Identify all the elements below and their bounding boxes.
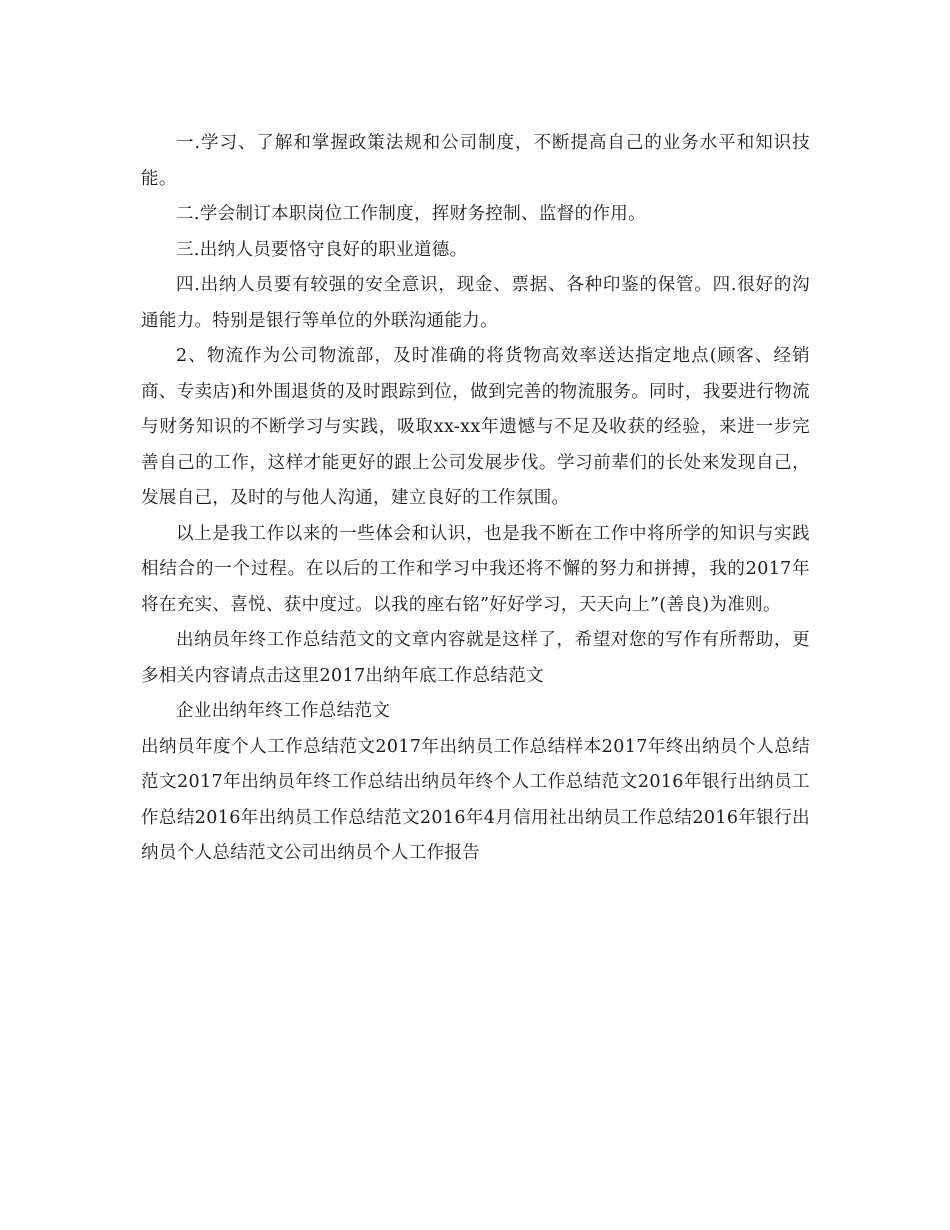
paragraph-related-title: 企业出纳年终工作总结范文 xyxy=(176,701,391,721)
paragraph-safety-awareness: 四.出纳人员要有较强的安全意识，现金、票据、各种印鉴的保管。四.很好的沟通能力。特别是银行等单位的外联沟通能力。 xyxy=(141,275,810,331)
paragraph-professional-ethics: 三.出纳人员要恪守良好的职业道德。 xyxy=(176,239,468,260)
paragraph-closing-note: 出纳员年终工作总结范文的文章内容就是这样了，希望对您的写作有所帮助，更多相关内容请点击这里2017出纳年底工作总结范文 xyxy=(141,630,810,686)
paragraph-related-links: 出纳员年度个人工作总结范文2017年出纳员工作总结样本2017年终出纳员个人总结范文2017年出纳员年终工作总结出纳员年终个人工作总结范文2016年银行出纳员工作总结2016年出纳员工作总结范文2016年4月信用社出纳员工作总结2016年银行出纳员个人总结范文公司出纳员个人工作报告 xyxy=(141,736,810,863)
paragraph-summary: 以上是我工作以来的一些体会和认识，也是我不断在工作中将所学的知识与实践相结合的一个过程。在以后的工作和学习中我还将不懈的努力和拼搏，我的2017年将在充实、喜悦、获中度过。以我的座右铭”好好学习，天天向上”(善良)为准则。 xyxy=(141,523,810,615)
paragraph-job-system: 二.学会制订本职岗位工作制度，挥财务控制、监督的作用。 xyxy=(176,204,647,224)
paragraph-logistics: 2、物流作为公司物流部，及时准确的将货物高效率送达指定地点(顾客、经销商、专卖店)和外围退货的及时跟踪到位，做到完善的物流服务。同时，我要进行物流与财务知识的不断学习与实践，吸取xx-xx年遗憾与不足及收获的经验，来进一步完善自己的工作，这样才能更好的跟上公司发展步伐。学习前辈们的长处来发现自己，发展自己，及时的与他人沟通，建立良好的工作氛围。 xyxy=(141,346,810,508)
document-body xyxy=(141,126,810,872)
paragraph-study-policy: 一.学习、了解和掌握政策法规和公司制度，不断提高自己的业务水平和知识技能。 xyxy=(141,133,810,189)
